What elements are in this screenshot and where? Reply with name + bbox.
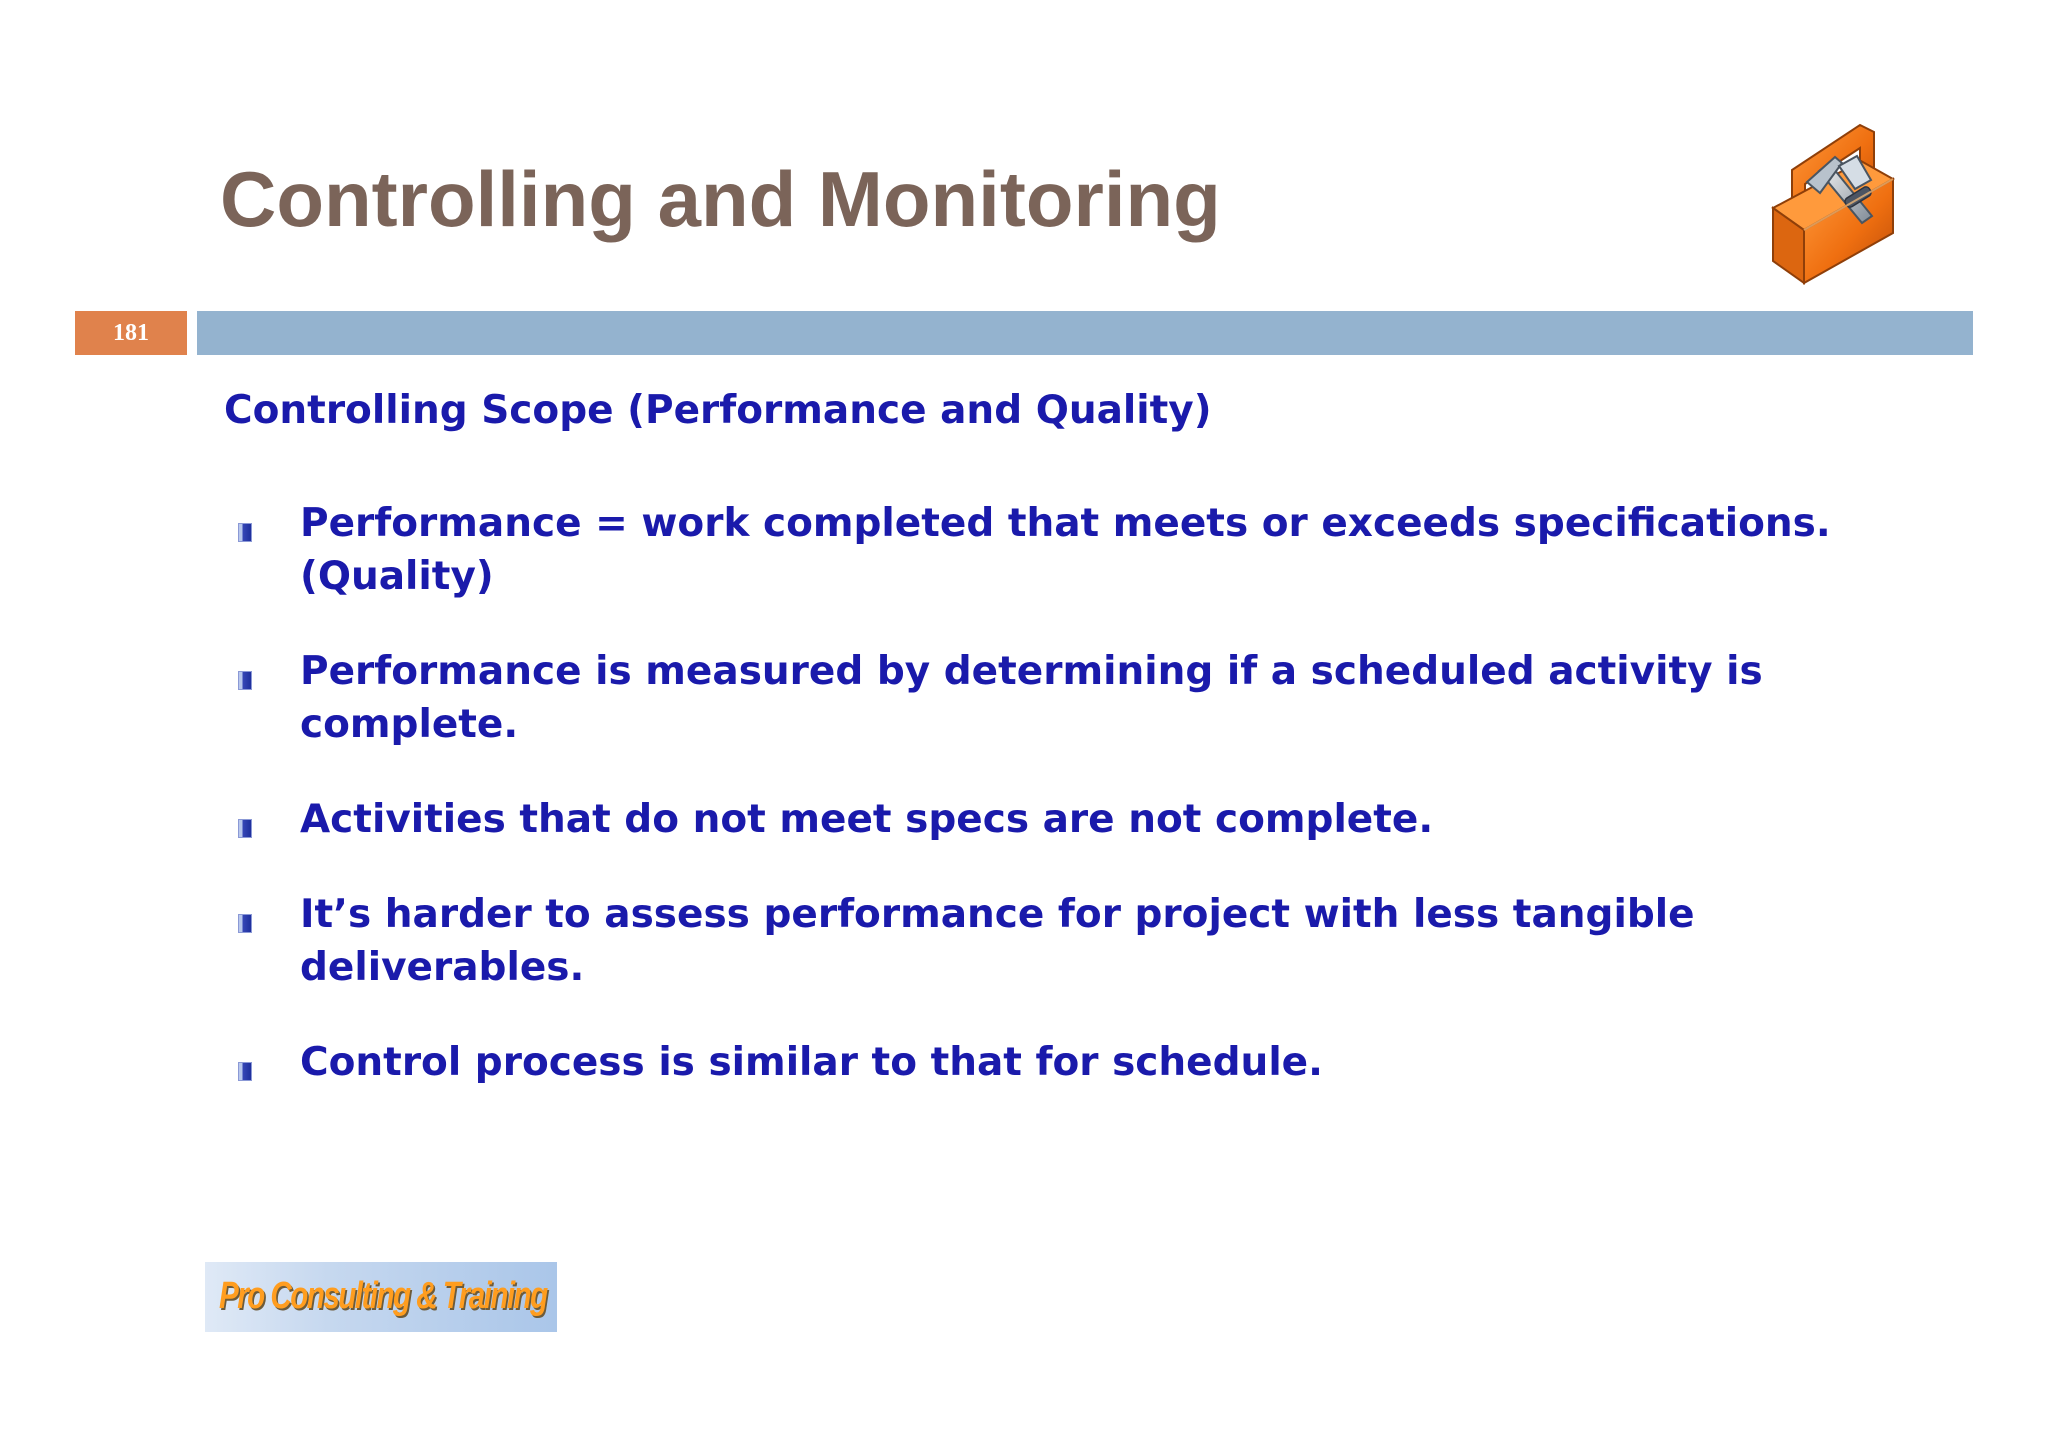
slide-title: Controlling and Monitoring [220,155,1221,243]
bullet-text: It’s harder to assess performance for project with less tangible deliverables. [300,892,1695,990]
toolbox-icon [1756,122,1906,292]
square-bullet-icon [238,914,252,933]
bullet-text: Performance = work completed that meets or exceeds specifications. (Quality) [300,501,1831,599]
bullet-text: Activities that do not meet specs are not complete. [300,797,1434,842]
bullet-list [238,497,1878,1131]
square-bullet-icon [238,671,252,690]
bullet-text: Control process is similar to that for schedule. [300,1040,1323,1085]
company-logo [205,1262,557,1332]
bullet-item-incomplete-activities [238,793,1878,846]
bullet-item-control-process [238,1036,1878,1089]
square-bullet-icon [238,819,252,838]
title-divider-bar [197,311,1973,355]
bullet-item-performance-measurement [238,645,1878,751]
square-bullet-icon [238,523,252,542]
bullet-item-less-tangible-deliverables [238,888,1878,994]
bullet-text: Performance is measured by determining if a scheduled activity is complete. [300,649,1763,747]
bullet-item-performance-definition [238,497,1878,603]
company-logo-text: Pro Consulting & Training [219,1275,547,1317]
square-bullet-icon [238,1062,252,1081]
slide-subtitle: Controlling Scope (Performance and Quality) [224,388,1212,433]
slide-number-badge: 181 [75,311,187,355]
